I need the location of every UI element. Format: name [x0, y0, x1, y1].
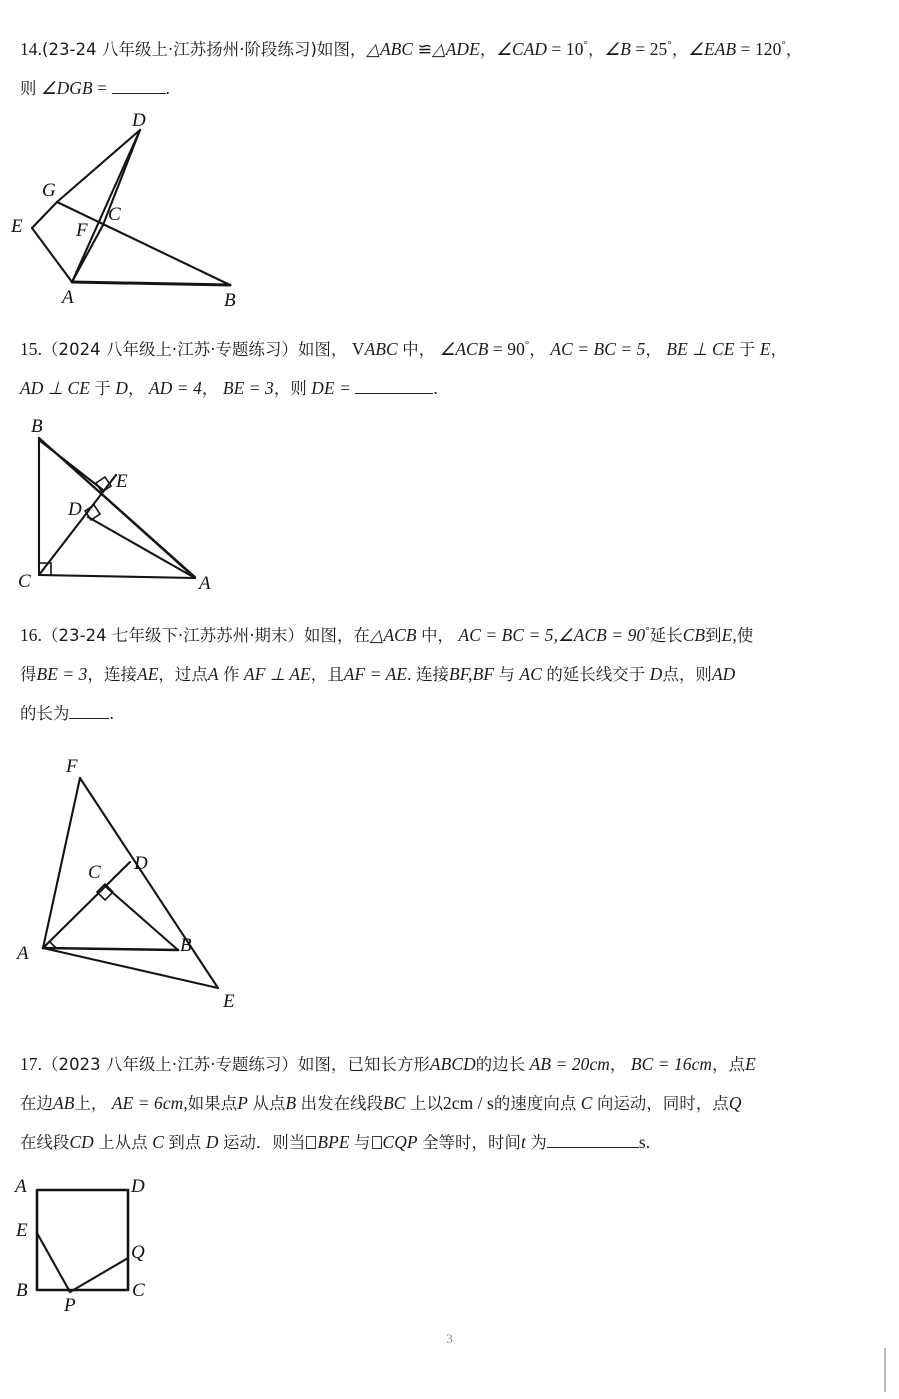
point-e-15: E	[759, 338, 771, 359]
sudu-17: 的速度向点	[493, 1094, 577, 1113]
ad-value-15: AD = 4	[148, 377, 202, 398]
yu-15-2: 于	[94, 378, 111, 398]
question-14-lead: 如图，	[316, 39, 367, 59]
page-edge-marker	[884, 1348, 886, 1392]
angle-acb-16: ∠ACB = 90	[558, 624, 646, 645]
figure-17-label-P: P	[64, 1295, 76, 1316]
question-16-line-2	[20, 655, 882, 694]
degree-15-1: °	[524, 339, 530, 351]
question-15-number: 15.	[20, 338, 43, 359]
shang-17: 上，	[74, 1094, 108, 1113]
point-c-17: C	[580, 1093, 593, 1113]
yu-16: 与	[498, 664, 516, 684]
af-perp-ae-16: AF ⊥ AE	[244, 663, 311, 684]
figure-15-label-D: D	[68, 499, 82, 520]
xiang-yundong-17: 向运动，同时，点	[596, 1094, 729, 1113]
angle-eab: ∠EAB	[688, 38, 737, 59]
figure-14-label-C: C	[108, 204, 121, 225]
question-17-line-2	[20, 1084, 882, 1123]
figure-17-labels	[13, 1176, 145, 1316]
figure-14-label-G: G	[42, 180, 56, 201]
triangle-symbol-15: V	[351, 338, 365, 359]
figure-17-label-B: B	[16, 1280, 28, 1301]
zai-xianduan-17: 在线段	[20, 1133, 70, 1152]
be-value-16: BE = 3	[36, 663, 88, 684]
angle-eab-value: 120	[755, 38, 782, 59]
yanchang-16: 延长	[649, 625, 683, 645]
figure-16-labels	[15, 756, 235, 1012]
figure-14-label-A: A	[62, 287, 74, 308]
unit-seconds-17: s.	[638, 1132, 651, 1152]
af-eq-ae-16: AF = AE	[343, 663, 408, 684]
bianchang-17: 的边长	[475, 1055, 526, 1074]
figure-17-segments	[37, 1233, 128, 1292]
question-15-line-1: 15.（2024 八年级上·江苏·专题练习）如图， VABC 中， ∠ACB = 90°， AC = BC = 5， BE ⊥ CE 于 E，	[20, 338, 788, 359]
shang-cong-17: 上从点	[98, 1133, 148, 1152]
figure-17-label-Q: Q	[131, 1242, 145, 1263]
triangle-abc-15: ABC	[364, 338, 398, 359]
answer-blank-16[interactable]	[69, 718, 109, 719]
triangle-bpe-17: BPE	[317, 1132, 350, 1152]
comma-15-1: ，	[529, 339, 546, 359]
angle-acb-15: ∠ACB	[439, 338, 489, 359]
point-d-17: D	[205, 1132, 219, 1152]
figure-15-label-C: C	[18, 571, 31, 592]
time-t-17: t	[521, 1132, 526, 1152]
wei-17: 为	[530, 1133, 547, 1152]
speed-value-17: 2cm / s	[442, 1093, 494, 1113]
comma-15-5: ，	[201, 378, 219, 398]
question-16-line-3	[20, 694, 882, 733]
de-yanchang-16: 的延长线交于	[546, 664, 646, 684]
question-14-triangle-1: △ABC	[366, 38, 414, 59]
question-16-source: （23-24 七年级下·江苏苏州·期末）	[42, 625, 304, 645]
figure-question-14	[0, 110, 300, 310]
figure-17-rectangle	[37, 1190, 128, 1290]
point-e-16: E,	[721, 624, 737, 645]
figure-14-label-B: B	[224, 290, 236, 311]
comma-15-2: ，	[645, 339, 662, 359]
question-17-line-1	[20, 1045, 882, 1084]
figure-14-label-F: F	[76, 220, 88, 241]
cb-16: CB	[682, 624, 706, 645]
question-17-lead: 如图，	[297, 1055, 348, 1074]
angle-cad: ∠CAD	[496, 38, 548, 59]
question-16-number: 16.	[20, 624, 43, 645]
point-q-17: Q	[728, 1093, 742, 1113]
dian-17: ，点	[712, 1055, 746, 1074]
cong-17: 从点	[252, 1094, 286, 1113]
question-16-line-1	[20, 612, 882, 655]
rect-abcd-17: ABCD	[429, 1054, 476, 1074]
question-16-text	[20, 612, 882, 733]
degree-1: °	[583, 39, 588, 51]
question-14-text	[20, 26, 882, 108]
ac-bc-15: AC = BC = 5	[550, 338, 646, 359]
question-15-lead: 如图，	[297, 339, 348, 359]
comma-3: ，	[671, 39, 689, 59]
point-d-16: D	[649, 663, 663, 684]
yizhi-17: 已知长方形	[347, 1055, 430, 1074]
figure-question-16	[0, 745, 300, 1035]
figure-14-label-E: E	[11, 216, 23, 237]
lianjie-16-2: 连接	[415, 664, 449, 684]
question-15-line-2	[20, 369, 882, 408]
de-16: 得	[20, 664, 37, 684]
ab-value-17: AB = 20cm	[529, 1054, 610, 1074]
figure-15-label-B: B	[31, 416, 43, 437]
ac-16: AC	[519, 663, 542, 684]
point-p-17: P	[237, 1093, 248, 1113]
question-16-lead: 如图，	[304, 625, 354, 645]
figure-14-lines	[32, 130, 230, 285]
shangyi-17: 上以	[409, 1094, 443, 1113]
question-17-source: （2023 八年级上·江苏·专题练习）	[42, 1055, 298, 1074]
be-perp-ce: BE ⊥ CE	[666, 338, 735, 359]
de-chang-wei-16: 的长为	[20, 703, 70, 723]
question-14-number: 14.	[20, 38, 43, 59]
figure-question-15	[0, 405, 260, 595]
degree-3: °	[781, 39, 786, 51]
question-14-line-1: 14.(23-24 八年级上·江苏扬州·阶段练习)如图，△ABC ≌△ADE，∠CAD = 10°，∠B = 25°，∠EAB = 120°，	[20, 38, 803, 59]
lianjie-16-1: ，连接	[87, 664, 137, 684]
zai-bian-17: 在边	[20, 1094, 53, 1113]
figure-16-label-C: C	[88, 862, 101, 883]
figure-16-label-F: F	[66, 756, 78, 777]
be-value-15: BE = 3	[222, 377, 274, 398]
period-15: .	[433, 377, 438, 398]
figure-16-label-D: D	[134, 853, 148, 874]
figure-16-label-A: A	[17, 943, 29, 964]
comma-17-1: ，	[609, 1055, 627, 1074]
triangle-acb-16: △ACB	[369, 624, 417, 645]
zhong-15: 中，	[402, 339, 436, 359]
question-17-text	[20, 1045, 882, 1162]
question-14-then: 则	[20, 78, 37, 98]
page-number: 3	[446, 1331, 453, 1346]
angle-b-value: 25	[649, 38, 668, 59]
cd-17: CD	[69, 1132, 94, 1152]
ae-16: AE	[136, 663, 159, 684]
point-a-16: A	[207, 663, 219, 684]
figure-17-label-E: E	[16, 1220, 28, 1241]
shi-16: 使	[736, 625, 754, 645]
ad-perp-ce: AD ⊥ CE	[20, 377, 90, 398]
zuo-16: 作	[223, 664, 240, 684]
bc-value-17: BC = 16cm	[630, 1054, 713, 1074]
dot-16: .	[407, 663, 412, 684]
question-15-source: （2024 八年级上·江苏·专题练习）	[42, 339, 298, 359]
ze-15: 则	[290, 378, 307, 398]
figure-17-label-A: A	[15, 1176, 27, 1197]
angle-dgb: ∠DGB	[40, 77, 93, 98]
figure-question-17	[0, 1178, 200, 1318]
figure-15-label-A: A	[199, 573, 211, 594]
figure-16-label-B: B	[180, 935, 192, 956]
bc-17: BC	[383, 1093, 406, 1113]
comma-15-3: ，	[770, 339, 788, 359]
ad-16: AD	[711, 663, 736, 684]
ac-bc-16: AC = BC = 5,	[458, 624, 559, 645]
point-b-17: B	[285, 1093, 297, 1113]
period-16: .	[109, 702, 114, 723]
comma-4: ，	[785, 39, 803, 59]
missing-glyph-box-2	[372, 1136, 382, 1149]
answer-blank-17[interactable]	[547, 1147, 639, 1148]
figure-16-right-angle-marks	[49, 884, 113, 948]
congruent-symbol: ≌	[417, 38, 433, 59]
angle-cad-value: 10	[565, 38, 584, 59]
period-14: .	[165, 77, 170, 98]
ae-value-17: AE = 6cm,	[111, 1093, 188, 1113]
question-15-text	[20, 326, 882, 408]
bf-16-1: BF,	[448, 663, 473, 684]
point-e-17: E	[745, 1054, 756, 1074]
figure-15-lines	[39, 438, 195, 578]
zhong-16: 中，	[421, 625, 455, 645]
dian-ze-16: 点，则	[662, 664, 712, 684]
zai-16: 在	[353, 625, 370, 645]
question-14-source: (23-24 八年级上·江苏扬州·阶段练习)	[42, 39, 317, 59]
figure-17-label-C: C	[132, 1280, 145, 1301]
quandeng-17: 全等时，时间	[422, 1133, 522, 1152]
figure-14-label-D: D	[132, 110, 146, 131]
figure-17-label-D: D	[131, 1176, 145, 1197]
angle-b: ∠B	[604, 38, 631, 59]
bf-16-2: BF	[472, 663, 495, 684]
dao-16: 到	[705, 625, 722, 645]
figure-16-label-E: E	[223, 991, 235, 1012]
figure-14-labels	[10, 110, 236, 311]
figure-16-lines	[43, 778, 218, 988]
answer-blank-14[interactable]	[112, 93, 166, 94]
missing-glyph-box-1	[306, 1136, 316, 1149]
question-17-number: 17.	[20, 1054, 43, 1074]
chufa-17: 出发在线段	[300, 1094, 384, 1113]
question-17-line-3	[20, 1123, 882, 1162]
ruguo-17: 如果点	[187, 1094, 238, 1113]
degree-16: °	[645, 625, 650, 637]
degree-2: °	[667, 39, 672, 51]
yundong-zedang-17: 运动．则当	[222, 1133, 306, 1152]
comma-1: ，	[479, 39, 497, 59]
yu-17: 与	[354, 1133, 371, 1152]
point-c2-17: C	[152, 1132, 164, 1152]
de-ask-15: DE =	[311, 377, 351, 398]
figure-15-label-E: E	[116, 471, 128, 492]
question-14-triangle-2: △ADE	[432, 38, 480, 59]
answer-blank-15[interactable]	[355, 393, 433, 394]
comma-2: ，	[588, 39, 605, 59]
dao-17: 到点	[168, 1133, 202, 1152]
qie-16: ，且	[310, 664, 344, 684]
angle-acb-value-15: 90	[507, 338, 525, 359]
comma-15-6: ，	[273, 378, 291, 398]
yu-15-1: 于	[738, 339, 756, 359]
triangle-cqp-17: CQP	[382, 1132, 418, 1152]
comma-15-4: ，	[128, 378, 145, 398]
guodian-16: ，过点	[158, 664, 208, 684]
question-14-line-2: 则 ∠DGB = .	[20, 77, 170, 98]
point-d-15: D	[115, 377, 129, 398]
ab-17: AB	[52, 1093, 75, 1113]
